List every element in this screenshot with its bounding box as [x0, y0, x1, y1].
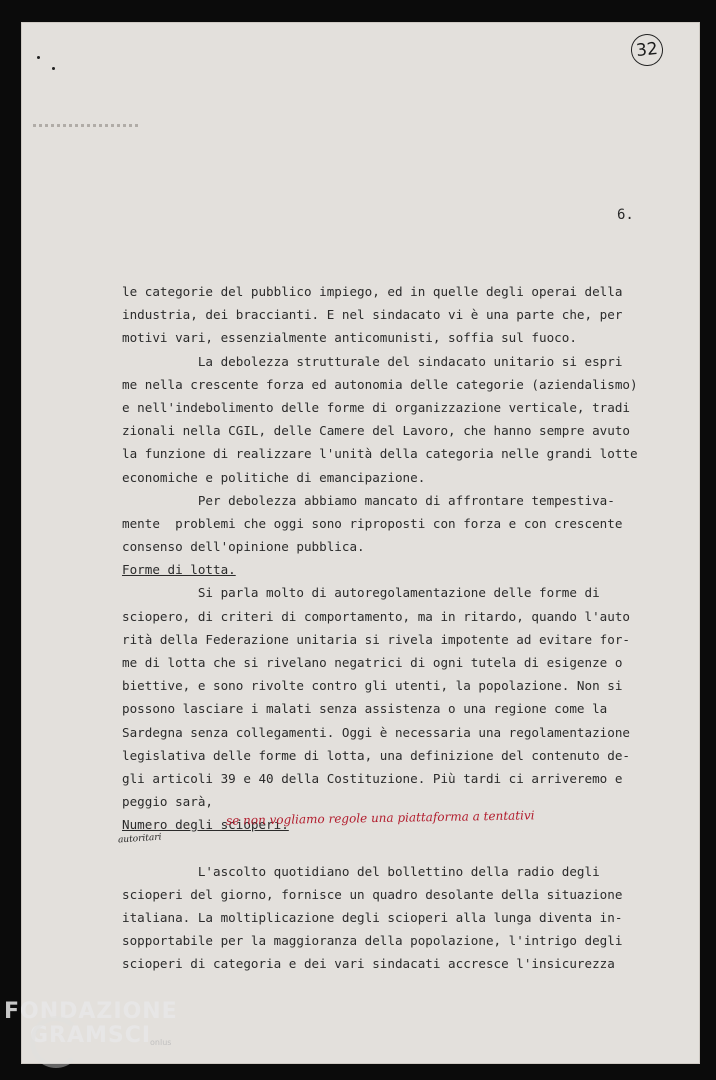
- logo-line1: FONDAZIONE: [4, 999, 178, 1024]
- text-line: possono lasciare i malati senza assistenza o una regione come la: [122, 701, 608, 717]
- logo-line2: GRAMSCI: [30, 1023, 152, 1048]
- text-line: le categorie del pubblico impiego, ed in quelle degli operai della: [122, 284, 623, 299]
- section-heading: Numero degli scioperi.: [122, 817, 289, 833]
- text-line: consenso dell'opinione pubblica.: [122, 539, 365, 555]
- text-line: zionali nella CGIL, delle Camere del Lavoro, che hanno sempre avuto: [122, 423, 630, 439]
- text-line: industria, dei braccianti. E nel sindacato vi è una parte che, per: [122, 307, 623, 323]
- text-line: rità della Federazione unitaria si rivela impotente ad evitare for-: [122, 631, 630, 647]
- ink-dot: [37, 56, 40, 59]
- text-line: Si parla molto di autoregolamentazione delle forme di: [122, 585, 600, 601]
- paper-smudge: [33, 124, 139, 127]
- text-line: Sardegna senza collegamenti. Oggi è necessaria una regolamentazione: [122, 724, 630, 740]
- text-line: gli articoli 39 e 40 della Costituzione. Più tardi ci arriveremo e: [122, 770, 623, 786]
- logo-ring-icon: [30, 1016, 82, 1068]
- text-line: sopportabile per la maggioranza della popolazione, l'intrigo degli: [122, 933, 623, 949]
- text-line: [122, 837, 670, 860]
- text-line: me nella crescente forza ed autonomia delle categorie (aziendalismo): [122, 376, 638, 392]
- text-line: scioperi del giorno, fornisce un quadro desolante della situazione: [122, 886, 623, 902]
- text-line: L'ascolto quotidiano del bollettino della radio degli: [122, 863, 600, 879]
- text-line: Per debolezza abbiamo mancato di affrontare tempestiva-: [122, 492, 615, 508]
- folio-number: 32: [629, 32, 664, 67]
- watermark-logo: [4, 1000, 178, 1048]
- text-line: me di lotta che si rivelano negatrici di ogni tutela di esigenze o: [122, 655, 623, 670]
- text-line: mente problemi che oggi sono riproposti con forza e con crescente: [122, 515, 623, 531]
- text-line: scioperi di categoria e dei vari sindacati accresce l'insicurezza: [122, 956, 615, 972]
- text-line: peggio sarà,: [122, 794, 213, 810]
- text-line: biettive, e sono rivolte contro gli utenti, la popolazione. Non si: [122, 678, 623, 694]
- section-heading: Forme di lotta.: [122, 562, 236, 578]
- text-line: sciopero, di criteri di comportamento, ma in ritardo, quando l'auto: [122, 608, 630, 624]
- text-line: e nell'indebolimento delle forme di organizzazione verticale, tradi: [122, 399, 630, 415]
- ink-dot: [52, 67, 55, 70]
- logo-line3: onlus: [150, 1038, 172, 1047]
- text-line: motivi vari, essenzialmente anticomunisti, soffia sul fuoco.: [122, 330, 577, 346]
- handwritten-annotation-black: autoritari: [117, 832, 162, 846]
- handwritten-annotation-red: se non vogliamo regole una piattaforma a tentativi: [225, 808, 535, 828]
- text-line: economiche e politiche di emancipazione.: [122, 469, 426, 485]
- typed-text: [122, 280, 670, 976]
- text-line: italiana. La moltiplicazione degli scioperi alla lunga diventa in-: [122, 910, 623, 926]
- text-line: la funzione di realizzare l'unità della categoria nelle grandi lotte: [122, 446, 638, 462]
- page-number: 6.: [617, 207, 634, 223]
- text-line: La debolezza strutturale del sindacato unitario si espri: [122, 353, 623, 369]
- text-line: legislativa delle forme di lotta, una definizione del contenuto de-: [122, 747, 630, 763]
